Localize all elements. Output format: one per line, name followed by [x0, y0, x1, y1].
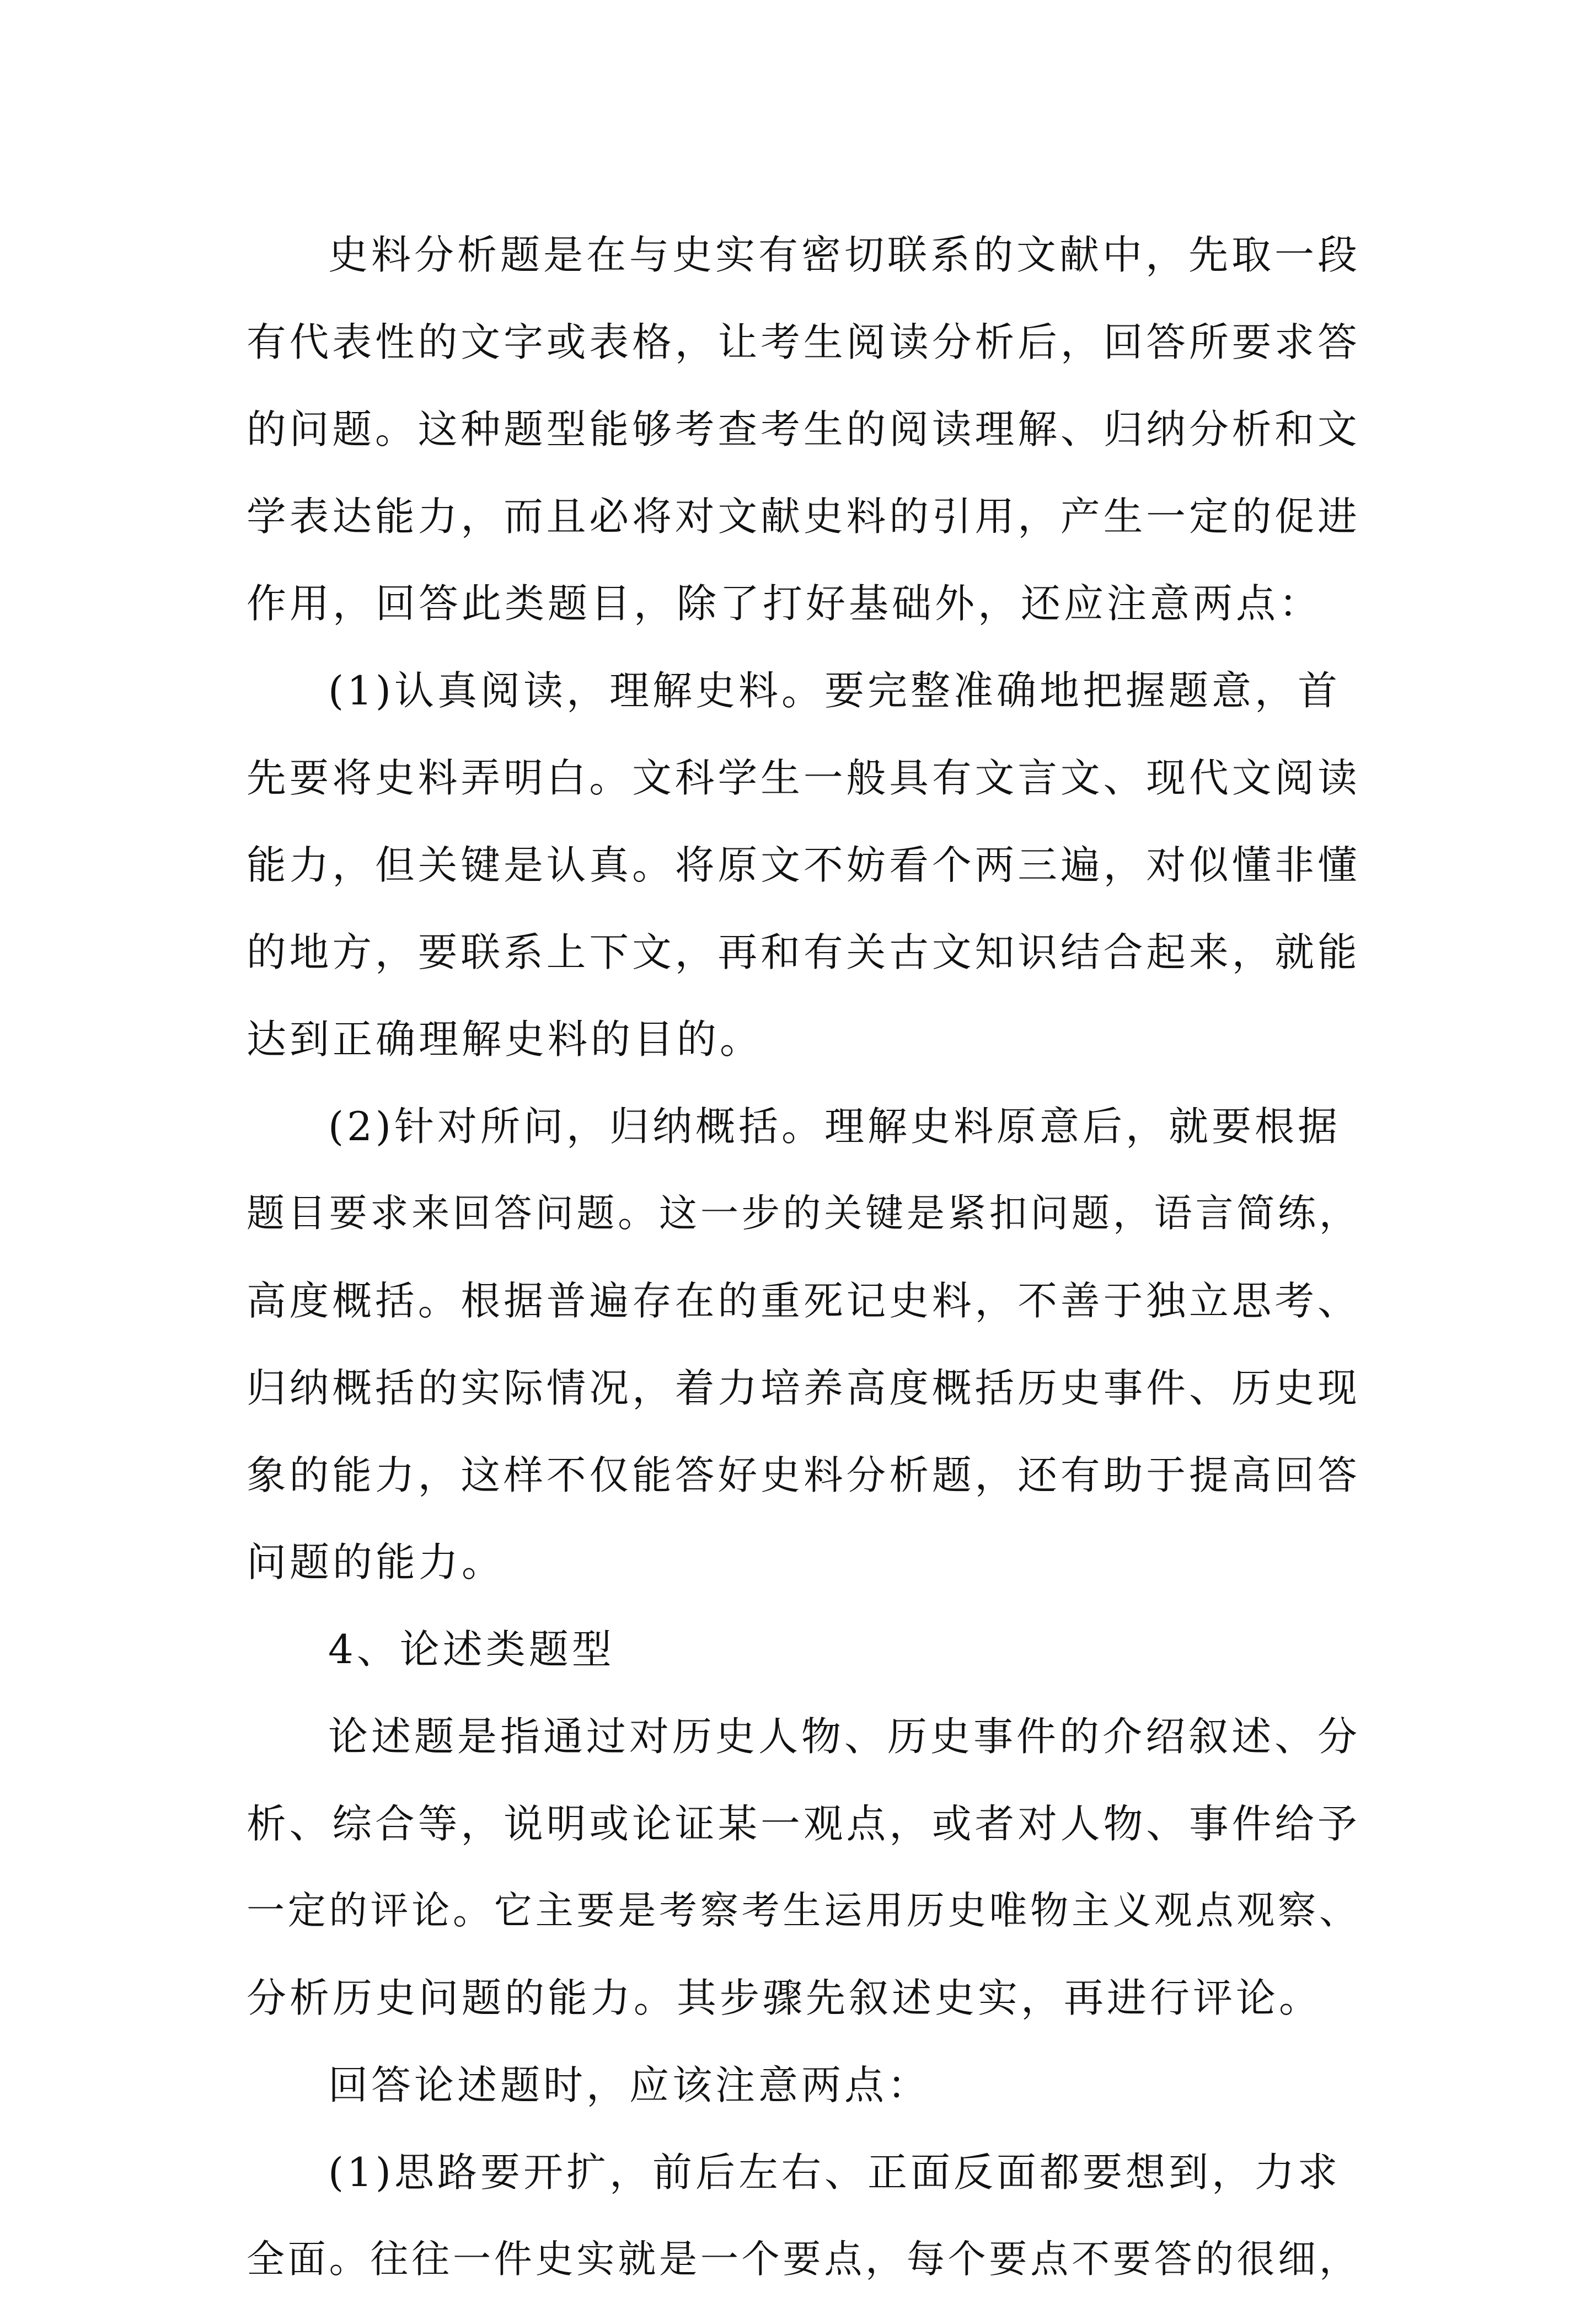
- text-line-6: (1)认真阅读，理解史料。要完整准确地把握题意，首: [328, 667, 1341, 714]
- text-line-22: 回答论述题时，应该注意两点：: [328, 2062, 931, 2108]
- body-text: [247, 211, 1361, 2303]
- text-line-11: (2)针对所问，归纳概括。理解史料原意后，就要根据: [328, 1103, 1341, 1150]
- text-line-24: 全面。往往一件史实就是一个要点，每个要点不要答的很细，: [247, 2237, 1361, 2281]
- section-heading: 4、论述类题型: [328, 1626, 615, 1673]
- text-line-15: 象的能力，这样不仅能答好史料分析题，还有助于提高回答: [247, 1452, 1361, 1498]
- text-line-14: 归纳概括的实际情况，着力培养高度概括历史事件、历史现: [247, 1365, 1361, 1411]
- text-line-23: (1)思路要开扩，前后左右、正面反面都要想到，力求: [328, 2149, 1341, 2195]
- text-line-1: 史料分析题是在与史实有密切联系的文献中，先取一段: [328, 232, 1361, 278]
- text-line-10: 达到正确理解史料的目的。: [247, 1016, 763, 1062]
- text-line-2: 有代表性的文字或表格，让考生阅读分析后，回答所要求答: [247, 319, 1361, 365]
- text-line-5: 作用，回答此类题目，除了打好基础外，还应注意两点：: [247, 580, 1322, 627]
- text-line-20: 一定的评论。它主要是考察考生运用历史唯物主义观点观察、: [247, 1889, 1361, 1933]
- text-line-13: 高度概括。根据普遍存在的重死记史料，不善于独立思考、: [247, 1278, 1361, 1324]
- text-line-3: 的问题。这种题型能够考查考生的阅读理解、归纳分析和文: [247, 406, 1361, 452]
- text-line-19: 析、综合等，说明或论证某一观点，或者对人物、事件给予: [247, 1800, 1361, 1847]
- text-line-9: 的地方，要联系上下文，再和有关古文知识结合起来，就能: [247, 929, 1361, 975]
- text-line-21: 分析历史问题的能力。其步骤先叙述史实，再进行评论。: [247, 1975, 1322, 2021]
- text-line-8: 能力，但关键是认真。将原文不妨看个两三遍，对似懂非懂: [247, 842, 1361, 888]
- text-line-7: 先要将史料弄明白。文科学生一般具有文言文、现代文阅读: [247, 755, 1361, 801]
- text-line-16: 问题的能力。: [247, 1539, 505, 1585]
- text-line-4: 学表达能力，而且必将对文献史料的引用，产生一定的促进: [247, 493, 1361, 539]
- text-line-12: 题目要求来回答问题。这一步的关键是紧扣问题，语言简练，: [247, 1191, 1361, 1236]
- text-line-18: 论述题是指通过对历史人物、历史事件的介绍叙述、分: [328, 1713, 1361, 1760]
